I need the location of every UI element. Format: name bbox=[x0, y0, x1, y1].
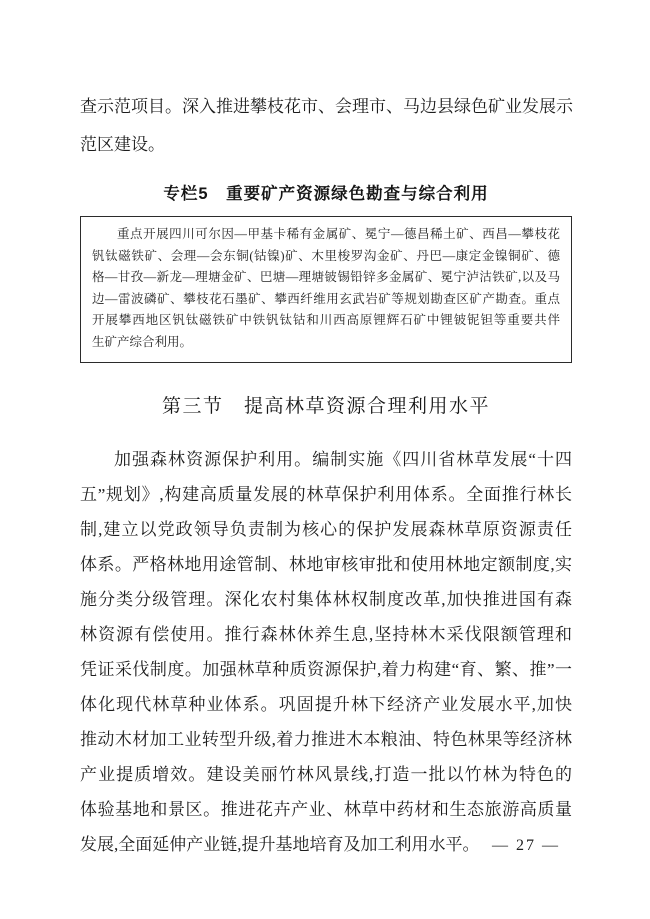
callout-box bbox=[80, 216, 572, 363]
text-line: 生矿产综合利用。 bbox=[92, 334, 193, 349]
text-line: 发展,全面延伸产业链,提升基地培育及加工利用水平。 bbox=[80, 835, 480, 854]
text-line: 范区建设。 bbox=[80, 135, 165, 154]
text-line: 重点开展四川可尔因—甲基卡稀有金属矿、冕宁—德昌稀土矿、西昌—攀枝花 bbox=[117, 227, 560, 241]
box-title: 专栏5 重要矿产资源绿色勘查与综合利用 bbox=[163, 185, 489, 203]
section-heading: 第三节 提高林草资源合理利用水平 bbox=[161, 396, 490, 417]
text-line: 体验基地和景区。推进花卉产业、林草中药材和生态旅游高质量 bbox=[80, 800, 572, 819]
text-line: 推动木材加工业转型升级,着力推进木本粮油、特色林果等经济林 bbox=[80, 730, 572, 749]
intro-paragraph bbox=[80, 88, 572, 164]
text-line: 边—雷波磷矿、攀枝花石墨矿、攀西纤维用玄武岩矿等规划勘查区矿产勘查。重点 bbox=[92, 291, 560, 306]
text-line: 五”规划》,构建高质量发展的林草保护利用体系。全面推行林长 bbox=[80, 485, 572, 504]
text-line: 凭证采伐制度。加强林草种质资源保护,着力构建“育、繁、推”一 bbox=[80, 660, 572, 679]
text-line: 钒钛磁铁矿、会理—会东铜(钴镍)矿、木里梭罗沟金矿、丹巴—康定金镍铜矿、德 bbox=[92, 248, 560, 263]
text-line: 格—甘孜—新龙—理塘金矿、巴塘—理塘铍锡铅锌多金属矿、冕宁泸沽铁矿,以及马 bbox=[92, 270, 560, 284]
text-line: 加强森林资源保护利用。编制实施《四川省林草发展“十四 bbox=[114, 450, 572, 469]
text-line: 制,建立以党政领导负责制为核心的保护发展森林草原资源责任 bbox=[80, 520, 572, 539]
text-line: 开展攀西地区钒钛磁铁矿中铁钒钛钴和川西高原锂辉石矿中锂铍铌钽等重要共伴 bbox=[92, 313, 560, 327]
text-line: 体系。严格林地用途管制、林地审核审批和使用林地定额制度,实 bbox=[80, 555, 572, 574]
text-line: 查示范项目。深入推进攀枝花市、会理市、马边县绿色矿业发展示 bbox=[80, 97, 573, 116]
body-paragraph bbox=[80, 442, 572, 862]
text-line: 施分类分级管理。深化农村集体林权制度改革,加快推进国有森 bbox=[80, 590, 572, 609]
page-number: — 27 — bbox=[492, 837, 560, 854]
text-line: 产业提质增效。建设美丽竹林风景线,打造一批以竹林为特色的 bbox=[80, 765, 572, 784]
text-line: 体化现代林草种业体系。巩固提升林下经济产业发展水平,加快 bbox=[80, 695, 572, 714]
text-line: 林资源有偿使用。推行森林休养生息,坚持林木采伐限额管理和 bbox=[80, 625, 572, 644]
